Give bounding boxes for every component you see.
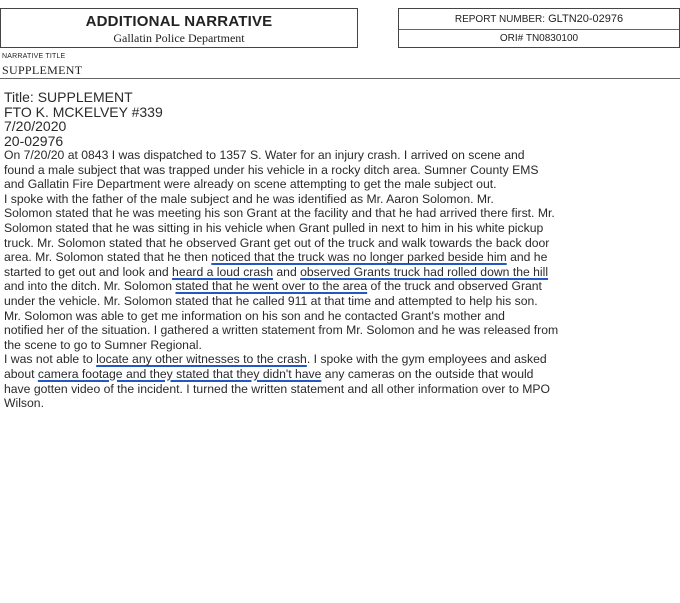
narrative-text: and he (506, 250, 548, 265)
narrative-text: started to get out and look and (4, 264, 173, 279)
underlined-passage: observed Grants truck had rolled down the hill (300, 264, 549, 279)
narrative-text: Wilson. (4, 396, 44, 411)
underlined-passage: camera footage and they stated that they didn't have (37, 366, 322, 381)
narrative-line (4, 279, 680, 294)
officer-line: FTO K. MCKELVEY #339 (4, 103, 163, 120)
narrative-text: of the truck and observed Grant (367, 279, 542, 294)
narrative-text: any cameras on the outside that would (321, 366, 534, 381)
narrative-text: and (273, 264, 301, 279)
date-line: 7/20/2020 (4, 118, 67, 134)
narrative-line (4, 236, 680, 251)
narrative-line (4, 192, 680, 207)
narrative-text: On 7/20/20 at 0843 I was dispatched to 1357 S. Water for an injury crash. I arrived on scene and (4, 148, 525, 162)
report-info-box (398, 8, 680, 48)
narrative-line (4, 221, 680, 236)
narrative-title-label: NARRATIVE TITLE (2, 53, 66, 60)
narrative-text: under the vehicle. Mr. Solomon stated that he called 911 at that time and attempted to help his son. (4, 293, 538, 308)
narrative-title-line: Title: SUPPLEMENT (4, 89, 133, 105)
narrative-line (4, 352, 680, 367)
narrative-line (4, 396, 680, 411)
narrative-line (4, 250, 680, 265)
narrative-text: notified her of the situation. I gathered a written statement from Mr. Solomon and he was released from (4, 323, 559, 338)
ori-number: TN0830100 (525, 33, 579, 44)
narrative-paragraphs (4, 148, 680, 411)
narrative-line (4, 309, 680, 324)
narrative-line (4, 148, 680, 163)
narrative-text: . I spoke with the gym employees and asked (306, 352, 547, 367)
ori-label: ORI# (499, 33, 524, 44)
narrative-text: the scene to go to Sumner Regional. (4, 337, 202, 352)
narrative-text: found a male subject that was trapped under his vehicle in a rocky ditch area. Sumner County EMS (4, 162, 539, 177)
underlined-passage: heard a loud crash (172, 264, 273, 279)
narrative-text: truck. Mr. Solomon stated that he observed Grant get out of the truck and walk towards the back door (4, 235, 550, 250)
narrative-line (4, 294, 680, 309)
narrative-text: Solomon stated that he was meeting his son Grant at the facility and that he had arrived there first. Mr. (4, 206, 555, 221)
narrative-title-value: SUPPLEMENT (2, 63, 83, 77)
case-number-line: 20-02976 (4, 132, 64, 149)
underlined-passage: locate any other witnesses to the crash (96, 352, 307, 367)
narrative-line (4, 177, 680, 192)
report-number-row (399, 9, 679, 30)
narrative-text: I spoke with the father of the male subject and he was identified as Mr. Aaron Solomon. Mr. (4, 191, 494, 206)
narrative-body (4, 90, 680, 411)
narrative-text: Solomon stated that he was sitting in his vehicle when Grant pulled in next to him in his white pickup (4, 220, 544, 235)
narrative-line (4, 367, 680, 382)
underlined-passage: noticed that the truck was no longer parked beside him (211, 250, 507, 265)
section-divider (0, 78, 680, 79)
narrative-text: and into the ditch. Mr. Solomon (4, 279, 176, 294)
narrative-text: area. Mr. Solomon stated that he then (4, 250, 212, 265)
narrative-text: Mr. Solomon was able to get me information on his son and he contacted Grant's mother and (4, 308, 505, 323)
narrative-text: about (4, 366, 38, 381)
report-number-label: REPORT NUMBER: (454, 14, 546, 25)
narrative-line (4, 163, 680, 178)
underlined-passage: stated that he went over to the area (175, 279, 368, 294)
narrative-text: have gotten video of the incident. I turned the written statement and all other information over to MPO (4, 381, 551, 396)
narrative-text: and Gallatin Fire Department were already on scene attempting to get the male subject out. (4, 177, 497, 192)
narrative-line (4, 338, 680, 353)
narrative-text: I was not able to (4, 352, 97, 367)
ori-row (399, 30, 679, 48)
form-header (0, 8, 358, 48)
narrative-line (4, 206, 680, 221)
narrative-line (4, 265, 680, 280)
report-number: GLTN20-02976 (548, 13, 624, 25)
narrative-line (4, 323, 680, 338)
form-title: ADDITIONAL NARRATIVE (85, 13, 273, 30)
narrative-line (4, 382, 680, 397)
department-name: Gallatin Police Department (113, 31, 245, 45)
